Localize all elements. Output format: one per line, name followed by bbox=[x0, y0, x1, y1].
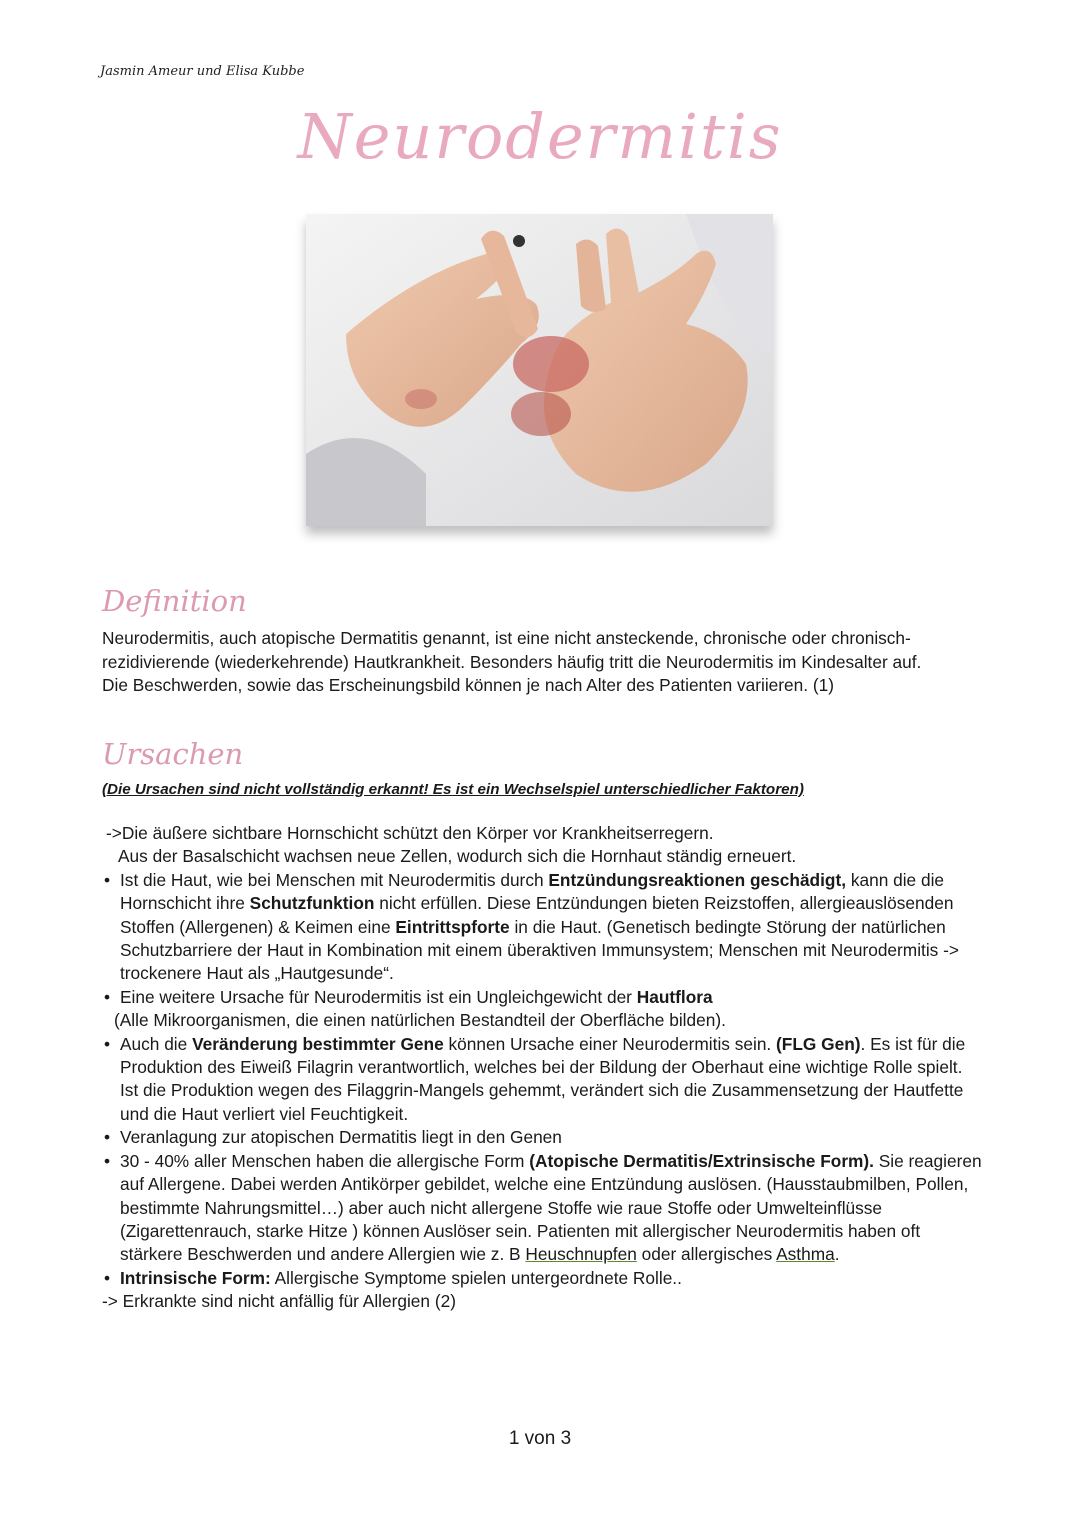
list-item: • Auch die Veränderung bestimmter Gene können Ursache einer Neurodermitis sein. (FLG Gen). Es ist für die Produktion des Eiweiß Filagrin verantwortlich, welches bei der Bildung der Oberhaut eine wichtige Rolle spielt. Ist die Produktion wegen des Filaggrin-Mangels gehemmt, verändert sich die Zusammensetzung der Hautfette und die Haut verliert viel Feuchtigkeit. bbox=[102, 1033, 982, 1127]
definition-paragraph-1: Neurodermitis, auch atopische Dermatitis genannt, ist eine nicht ansteckende, chronische oder chronisch- rezidivierende (wiederkehrende) Hautkrankheit. Besonders häufig tritt die Neurodermitis im Kindesalter auf. bbox=[102, 628, 922, 672]
page-title: Neurodermitis bbox=[297, 100, 783, 173]
causes-list bbox=[102, 869, 982, 1290]
causes-outro: -> Erkrankte sind nicht anfällig für Allergien (2) bbox=[102, 1291, 456, 1312]
list-item: • Eine weitere Ursache für Neurodermitis ist ein Ungleichgewicht der Hautflora (Alle Mikroorganismen, die einen natürlichen Bestandteil der Oberfläche bilden). bbox=[102, 986, 982, 1033]
page-number: 1 von 3 bbox=[508, 1428, 572, 1449]
definition-heading: Definition bbox=[102, 584, 247, 618]
list-item: • 30 - 40% aller Menschen haben die allergische Form (Atopische Dermatitis/Extrinsische Form). Sie reagieren auf Allergene. Dabei werden Antikörper gebildet, welche eine Entzündung auslösen. (Hausstaubmilben, Pollen, bestimmte Nahrungsmittel…) aber auch nicht allergene Stoffe wie raue Stoffe oder Umwelteinflüsse (Zigarettenrauch, starke Hitze ) können Auslöser sein. Patienten mit allergischer Neurodermitis haben oft stärkere Beschwerden und andere Allergien wie z. B Heuschnupfen oder allergisches Asthma. bbox=[102, 1150, 982, 1267]
list-item: • Veranlagung zur atopischen Dermatitis liegt in den Genen bbox=[102, 1126, 982, 1149]
causes-intro-2: Aus der Basalschicht wachsen neue Zellen, wodurch sich die Hornhaut ständig erneuert. bbox=[118, 846, 797, 867]
hands-eczema-photo bbox=[306, 214, 773, 526]
asthma-link[interactable]: Asthma bbox=[776, 1244, 835, 1265]
heuschnupfen-link[interactable]: Heuschnupfen bbox=[525, 1244, 637, 1265]
causes-body bbox=[102, 822, 982, 1314]
definition-paragraph-2: Die Beschwerden, sowie das Erscheinungsbild können je nach Alter des Patienten variieren. (1) bbox=[102, 675, 834, 695]
list-item: • Intrinsische Form: Allergische Symptome spielen untergeordnete Rolle.. bbox=[102, 1267, 982, 1290]
authors: Jasmin Ameur und Elisa Kubbe bbox=[100, 64, 305, 79]
definition-text bbox=[102, 627, 992, 698]
causes-note: (Die Ursachen sind nicht vollständig erkannt! Es ist ein Wechselspiel unterschiedlicher Faktoren) bbox=[102, 781, 804, 798]
causes-heading: Ursachen bbox=[102, 737, 244, 771]
list-item: • Ist die Haut, wie bei Menschen mit Neurodermitis durch Entzündungsreaktionen geschädigt, kann die die Hornschicht ihre Schutzfunktion nicht erfüllen. Diese Entzündungen bieten Reizstoffen, allergieauslösenden Stoffen (Allergenen) & Keimen eine Eintrittspforte in die Haut. (Genetisch bedingte Störung der natürlichen Schutzbarriere der Haut in Kombination mit einem überaktiven Immunsystem; Menschen mit Neurodermitis -> trockenere Haut als „Hautgesunde“. bbox=[102, 869, 982, 986]
causes-intro-1: ->Die äußere sichtbare Hornschicht schützt den Körper vor Krankheitserregern. bbox=[106, 823, 714, 843]
